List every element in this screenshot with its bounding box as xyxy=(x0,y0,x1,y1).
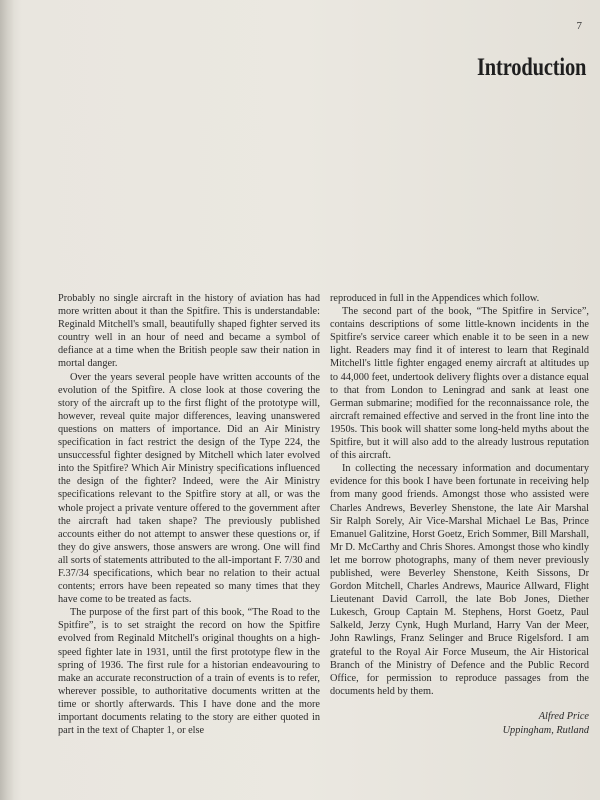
paragraph: The second part of the book, “The Spitfire in Service”, contains descriptions of some little-known incidents in the Spitfire's service career which enable it to be seen in a new light. Readers may find it of interest to learn that Reginald Mitchell's little fighter engaged enemy aircraft at altitudes up to 44,000 feet, undertook delivery flights over a distance equal to that from London to Leningrad and sank at least one German submarine; modified for the reconnaissance role, the aircraft remained effective and served in the front line into the 1950s. This book will shatter some long-held myths about the Spitfire, but it will also add to the already lustrous reputation of this aircraft. xyxy=(330,306,589,462)
signature xyxy=(330,710,589,738)
paragraph-continuation: reproduced in full in the Appendices which follow. xyxy=(330,293,540,304)
paragraph: In collecting the necessary information and documentary evidence for this book I have been fortunate in receiving help from many good friends. Amongst those who assisted were Charles Andrews, Beverley Shenstone, the late Air Marshal Sir Ralph Sorely, Air Vice-Marshal Michael Le Bas, Prince Emanuel Galitzine, Horst Goetz, Erich Sommer, Bill Marshall, Mr D. McCarthy and Chris Shores. Amongst those who kindly let me borrow photographs, many of them never previously published, were Beverley Shenstone, Keith Sissons, Dr Gordon Mitchell, Charles Andrews, Maurice Allward, Flight Lieutenant David Carroll, the late Bob Jones, Diether Lukesch, Group Captain M. Stephens, Horst Goetz, Paul Salkeld, Jerzy Cynk, Hugh Murland, Harry Van der Meer, John Rawlings, Franz Selinger and Bruce Rigelsford. I am grateful to the Royal Air Force Museum, the Air Historical Branch of the Ministry of Defence and the Public Record Office, for permission to reproduce passages from the documents held by them. xyxy=(330,463,589,697)
author-name: Alfred Price xyxy=(538,710,589,722)
page-title: Introduction xyxy=(476,54,586,81)
right-column xyxy=(330,292,589,738)
left-column xyxy=(58,292,320,737)
paragraph: The purpose of the first part of this book, “The Road to the Spitfire”, is to set straight the record on how the Spitfire evolved from Reginald Mitchell's original thoughts on a high-speed fighter late in 1931, until the first prototype flew in the spring of 1936. The first rule for a historian endeavouring to make an accurate reconstruction of a train of events is to refer, wherever possible, to authoritative documents written at the time or shortly afterwards. This I have done and the more important documents relating to the story are either quoted in part in the text of Chapter 1, or else xyxy=(58,607,320,737)
paragraph: Probably no single aircraft in the history of aviation has had more written about it than the Spitfire. This is understandable: Reginald Mitchell's small, beautifully shaped fighter served its country well in an hour of need and became a symbol of defiance at a time when the British people saw their nation in mortal danger. xyxy=(58,293,320,370)
page-number: 7 xyxy=(576,20,582,32)
paragraph: Over the years several people have written accounts of the evolution of the Spitfire. A close look at those covering the story of the aircraft up to the first flight of the prototype will, however, reveal quite major differences, leaving unanswered questions on matters of importance. Did an Air Ministry specification in fact restrict the design of the Type 224, the unsuccessful fighter designed by Mitchell which later evolved into the Spitfire? Which Air Ministry specifications influenced the design of the fighter? Indeed, were the Air Ministry specifications relevant to the Spitfire story at all, or was the whole project a private venture offered to the government after the aircraft had taken shape? The previously published accounts either do not attempt to answer these questions or, if they do give answers, those answers are wrong. One will find all sorts of statements attributed to the all-important F. 7/30 and F.37/34 specifications, which bear no relation to their actual contents; errors have been repeated so many times that they have come to be treated as facts. xyxy=(58,371,320,606)
author-place: Uppingham, Rutland xyxy=(502,724,589,736)
page-gutter-shadow xyxy=(0,0,14,800)
